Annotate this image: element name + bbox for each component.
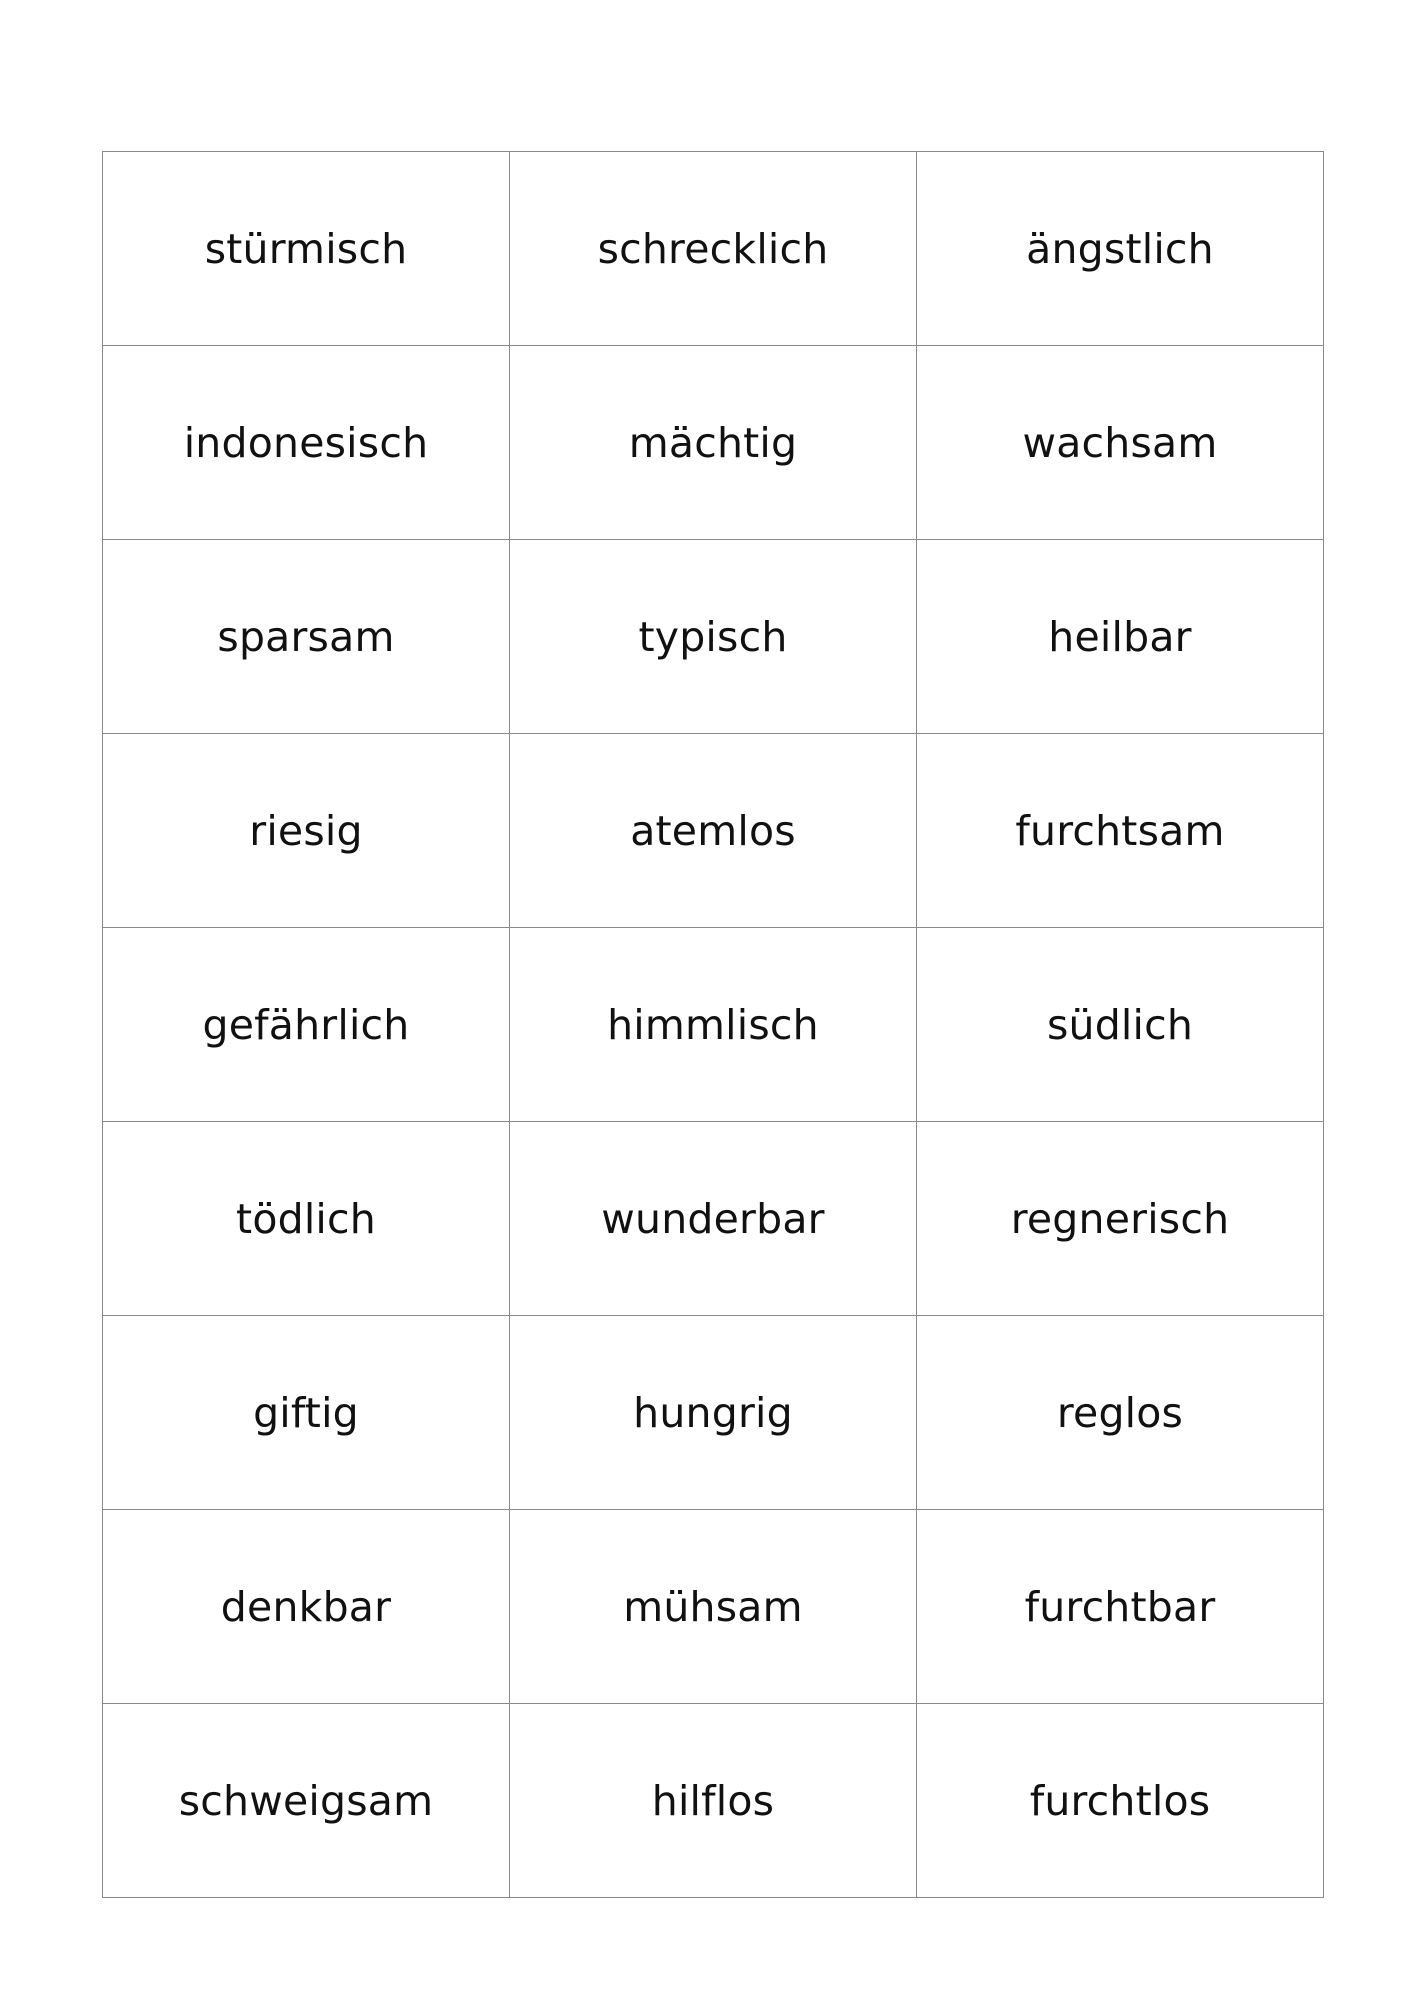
word-card: hilflos — [510, 1704, 917, 1898]
word-card: mächtig — [510, 346, 917, 540]
word-card: wunderbar — [510, 1122, 917, 1316]
word-card: furchtlos — [917, 1704, 1324, 1898]
word-card: furchtsam — [917, 734, 1324, 928]
word-card: hungrig — [510, 1316, 917, 1510]
card-row — [103, 540, 1324, 734]
word-card: südlich — [917, 928, 1324, 1122]
card-row — [103, 1122, 1324, 1316]
word-card: mühsam — [510, 1510, 917, 1704]
word-card: denkbar — [103, 1510, 510, 1704]
word-card: riesig — [103, 734, 510, 928]
word-card: typisch — [510, 540, 917, 734]
word-card-grid — [102, 151, 1324, 1898]
word-card: ängstlich — [917, 152, 1324, 346]
word-card: regnerisch — [917, 1122, 1324, 1316]
word-card: atemlos — [510, 734, 917, 928]
word-card: gefährlich — [103, 928, 510, 1122]
word-card: tödlich — [103, 1122, 510, 1316]
word-card: giftig — [103, 1316, 510, 1510]
word-card: indonesisch — [103, 346, 510, 540]
word-card: wachsam — [917, 346, 1324, 540]
word-card: sparsam — [103, 540, 510, 734]
word-card: stürmisch — [103, 152, 510, 346]
word-card-sheet — [102, 151, 1320, 1894]
card-row — [103, 1316, 1324, 1510]
word-card: himmlisch — [510, 928, 917, 1122]
word-card: reglos — [917, 1316, 1324, 1510]
word-card: schweigsam — [103, 1704, 510, 1898]
card-row — [103, 152, 1324, 346]
word-card: schrecklich — [510, 152, 917, 346]
card-row — [103, 734, 1324, 928]
word-card: furchtbar — [917, 1510, 1324, 1704]
card-row — [103, 1704, 1324, 1898]
card-row — [103, 346, 1324, 540]
card-row — [103, 928, 1324, 1122]
card-row — [103, 1510, 1324, 1704]
word-card: heilbar — [917, 540, 1324, 734]
